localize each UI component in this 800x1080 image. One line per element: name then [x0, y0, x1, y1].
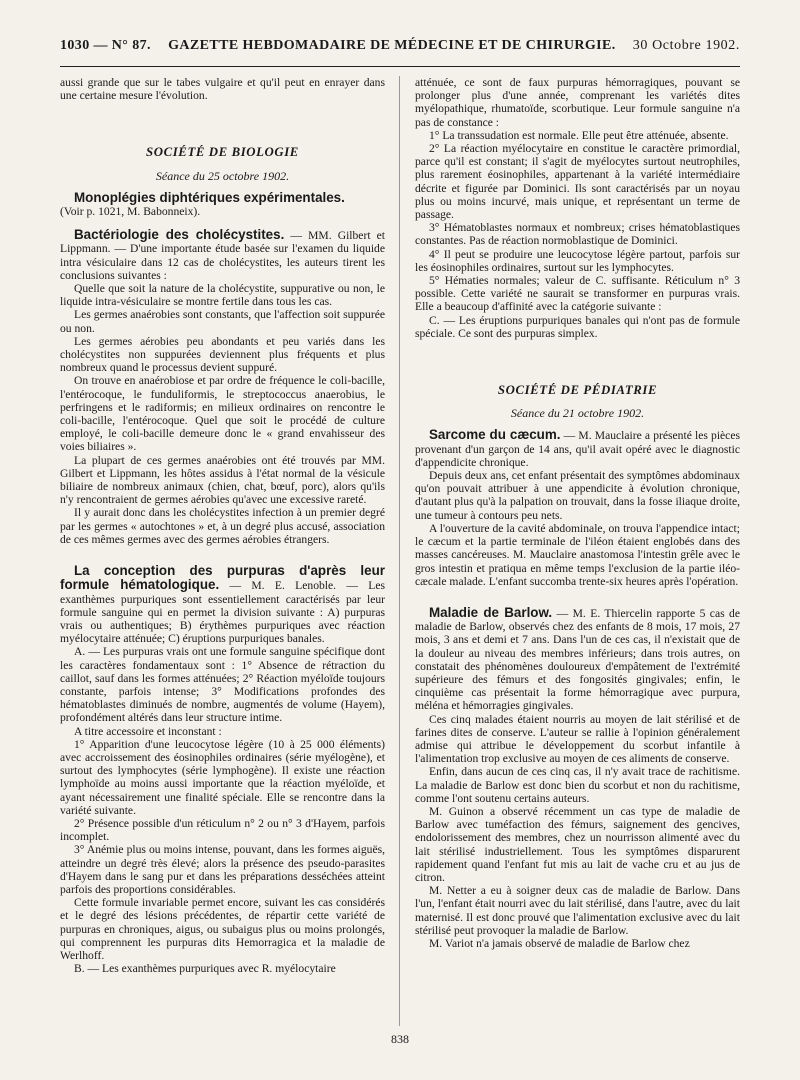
- article-intro: [415, 428, 740, 469]
- society-heading: SOCIÉTÉ DE PÉDIATRIE: [497, 383, 658, 398]
- paragraph: A. — Les purpuras vrais ont une formule sanguine spécifique dont les caractères fondamentaux sont : 1° Absence de rétraction du caillot, sauf dans les formes atténuées; 2° Réaction myéloïde toujours constante, parfois intense; 3° Modifications profondes des hématoblastes diminués de nombre, augmentés de volume (Hayem), profondément altérés dans leur structure intime.: [60, 645, 385, 725]
- paragraph: Enfin, dans aucun de ces cinq cas, il n'y avait trace de rachitisme. La maladie de Barlow est donc bien du scorbut et non du rachitisme, comme l'ont soutenu certains auteurs.: [415, 765, 740, 805]
- page-number: 838: [391, 1032, 409, 1046]
- article-title: Maladie de Barlow.: [429, 604, 553, 620]
- article-text: — M. Mauclaire a présenté les pièces provenant d'un garçon de 14 ans, qu'il avait opéré avec le diagnostic d'appendicite chronique.: [415, 429, 740, 469]
- article-title: Monoplégies diphtériques expérimentales.: [74, 189, 345, 205]
- left-column: [60, 76, 385, 1026]
- paragraph: Depuis deux ans, cet enfant présentait des symptômes abdominaux qu'on pouvait attribuer à une appendicite à évolution chronique, d'autant plus qu'à la palpation on trouvait, dans la fosse iliaque droite, une tumeur à contours peu nets.: [415, 469, 740, 522]
- header-rule: [60, 66, 740, 67]
- article-intro: [60, 564, 385, 645]
- paragraph: 2° La réaction myélocytaire en constitue le caractère primordial, parce qu'il est constant; il s'agit de myélocytes surtout neutrophiles, plus rarement éosinophiles, appartenant à la variété intermédiaire décrite et figurée par Dominici. Ils sont caractérisés par un noyau plus ou moins incurvé, mais unique, et représentant un terme de passage.: [415, 142, 740, 222]
- article-text: — M. E. Thiercelin rapporte 5 cas de maladie de Barlow, observés chez des enfants de 8 mois, 17 mois, 27 mois, 3 ans et demi et 7 ans. Dans l'un de ces cas, il n'existait que de la douleur au niveau des membres inférieurs; dans trois autres, on constatait des phénomènes douloureux d'empâtement de l'extrémité supérieure des fémurs et des fongosités gingivales; enfin, le cinquième cas présentait la forme hémorragique avec purpura, méléna et hémorragies gingivales.: [415, 606, 740, 713]
- paragraph: M. Guinon a observé récemment un cas type de maladie de Barlow avec tuméfaction des fémurs, saignement des gencives, endolorissement des membres, chez un nourrisson alimenté avec du lait stérilisé industriellement. Tous les symptômes disparurent rapidement quand l'enfant fut mis au lait de vache cru et au jus de citron.: [415, 804, 740, 884]
- paragraph: La plupart de ces germes anaérobies ont été trouvés par MM. Gilbert et Lippmann, les hôtes assidus à l'état normal de la vésicule biliaire de nombreux animaux (chien, chat, bœuf, porc), alors qu'ils n'y rencontraient de germes aérobies qu'avec une excessive rareté.: [60, 453, 385, 507]
- paragraph: atténuée, ce sont de faux purpuras hémorragiques, pouvant se prolonger plus d'une année, comprenant les variétés dites myélopathique, rhumatoïde, scorbutique. Leur formule sanguine n'a pas de constance :: [415, 76, 740, 129]
- article-text: — MM. Gilbert et Lippmann. — D'une importante étude basée sur l'examen du liquide intra vésiculaire dans 12 cas de cholécystites, les auteurs tirent les conclusions suivantes :: [60, 229, 385, 282]
- paragraph: Ces cinq malades étaient nourris au moyen de lait stérilisé et de farines dites de conserve. L'auteur se rallie à l'opinion généralement admise qui attribue le développement du scorbut infantile à l'alimentation trop exclusive au moyen de ces aliments de conserve.: [415, 712, 740, 766]
- session-date: Séance du 25 octobre 1902.: [155, 168, 290, 183]
- right-column: [415, 76, 740, 1026]
- paragraph: aussi grande que sur le tabes vulgaire et qu'il peut en enrayer dans une certaine mesure l'évolution.: [60, 76, 385, 103]
- paragraph: 1° La transsudation est normale. Elle peut être atténuée, absente.: [429, 128, 729, 142]
- society-heading: SOCIÉTÉ DE BIOLOGIE: [146, 145, 299, 160]
- paragraph: On trouve en anaérobiose et par ordre de fréquence le coli-bacille, l'entérocoque, le funduliformis, le streptococcus anaerobius, le perfringens et le radiformis; en milieux ordinaires on rencontre le coli-bacille, l'entérocoque. Quel que soit le procédé de culture employé, le coli-bacille demeure donc le « grand envahisseur des voies biliaires ».: [60, 374, 385, 454]
- header-date: 30 Octobre 1902.: [632, 38, 740, 53]
- paragraph: A titre accessoire et inconstant :: [74, 724, 222, 738]
- paragraph: M. Variot n'a jamais observé de maladie de Barlow chez: [429, 936, 690, 950]
- article-text: — M. E. Lenoble. — Les exanthèmes purpuriques sont essentiellement caractérisés par leur formule sanguine qui en permet la division suivante : A) purpuras vrais ou authentiques; B) érythèmes purpuriques avec réaction myélocytaire atténuée; C) éruptions purpuriques banales.: [60, 579, 385, 646]
- paragraph: C. — Les éruptions purpuriques banales qui n'ont pas de formule spéciale. Ce sont des purpuras simplex.: [415, 313, 740, 340]
- journal-title: GAZETTE HEBDOMADAIRE DE MÉDECINE ET DE CHIRURGIE.: [168, 38, 616, 53]
- paragraph: 1° Apparition d'une leucocytose légère (10 à 25 000 éléments) avec accroissement des éosinophiles ordinaires (série myélogène), et surtout des lymphocytes (série lymphogène). Il existe une réaction lymphoïde au moins aussi importante que la réaction myéloïde, et ayant nécessairement une finalité spéciale. Elle se rencontre dans la variété suivante.: [60, 737, 385, 817]
- header-issue: 1030 — N° 87.: [60, 38, 151, 53]
- paragraph: A l'ouverture de la cavité abdominale, on trouva l'appendice intact; le cæcum et la partie terminale de l'iléon étaient englobés dans des masses cancéreuses. M. Mauclaire anastomosa l'intestin grêle avec le gros intestin et pratiqua en même temps l'exclusion de la partie iléo-cæcale malade. L'enfant succomba trente-six heures après l'opération.: [415, 521, 740, 588]
- running-header: [60, 38, 740, 58]
- paragraph: 3° Anémie plus ou moins intense, pouvant, dans les formes aiguës, atteindre un degré très élevé; alors la présence des pseudo-parasites d'Hayem dans le sang pur et dans les préparations desséchées atteint parfois des proportions considérables.: [60, 843, 385, 896]
- article-title: La conception des purpuras d'après leur formule hématologique.: [60, 563, 385, 593]
- session-date: Séance du 21 octobre 1902.: [510, 406, 645, 421]
- paragraph: M. Netter a eu à soigner deux cas de maladie de Barlow. Dans l'un, l'enfant était nourri avec du lait stérilisé, dans l'autre, avec du lait maternisé. Il est donc prouvé que l'alimentation exclusive avec du lait stérilisé peut provoquer la maladie de Barlow.: [415, 884, 740, 937]
- paragraph: Les germes anaérobies sont constants, que l'affection soit suppurée ou non.: [60, 308, 385, 335]
- article-intro: [60, 228, 385, 282]
- article-ref: (Voir p. 1021, M. Babonneix).: [60, 205, 201, 219]
- paragraph: 3° Hématoblastes normaux et nombreux; crises hématoblastiques constantes. Pas de réaction normoblastique de Dominici.: [415, 221, 740, 248]
- article-intro: [415, 606, 740, 713]
- column-divider: [399, 76, 400, 1026]
- paragraph: 4° Il peut se produire une leucocytose légère partout, parfois sur les éosinophiles ordinaires, surtout sur les lymphocytes.: [415, 247, 740, 274]
- paragraph: 2° Présence possible d'un réticulum n° 2 ou n° 3 d'Hayem, parfois incomplet.: [60, 816, 385, 844]
- article-title: Bactériologie des cholécystites.: [74, 227, 285, 243]
- paragraph: 5° Hématies normales; valeur de C. suffisante. Réticulum n° 3 possible. Cette variété ne saurait se transformer en purpuras vrais. Elle a beaucoup d'affinité avec la catégorie suivante :: [415, 274, 740, 314]
- article-mono: [60, 191, 385, 205]
- paragraph: Quelle que soit la nature de la cholécystite, suppurative ou non, le liquide intra-vésiculaire se montre fertile dans tous les cas.: [60, 282, 385, 309]
- paragraph: B. — Les exanthèmes purpuriques avec R. myélocytaire: [74, 962, 336, 976]
- paragraph: Il y aurait donc dans les cholécystites infection à un premier degré par les germes « autochtones » et, à un degré plus accusé, association de ces mêmes germes avec des germes aérobies étrangers.: [60, 506, 385, 546]
- article-title: Sarcome du cæcum.: [429, 427, 561, 443]
- paragraph: Les germes aérobies peu abondants et peu variés dans les cholécystites non suppurées deviennent plus fréquents et plus nombreux quand le processus devient suppuré.: [60, 334, 385, 375]
- paragraph: Cette formule invariable permet encore, suivant les cas considérés et le degré des lésions précédentes, de répartir cette variété de purpuras en chroniques, aigus, ou subaigus plus ou moins prolongés, qui comprennent les purpuras dits Hemorragica et la maladie de Werlhoff.: [60, 896, 385, 962]
